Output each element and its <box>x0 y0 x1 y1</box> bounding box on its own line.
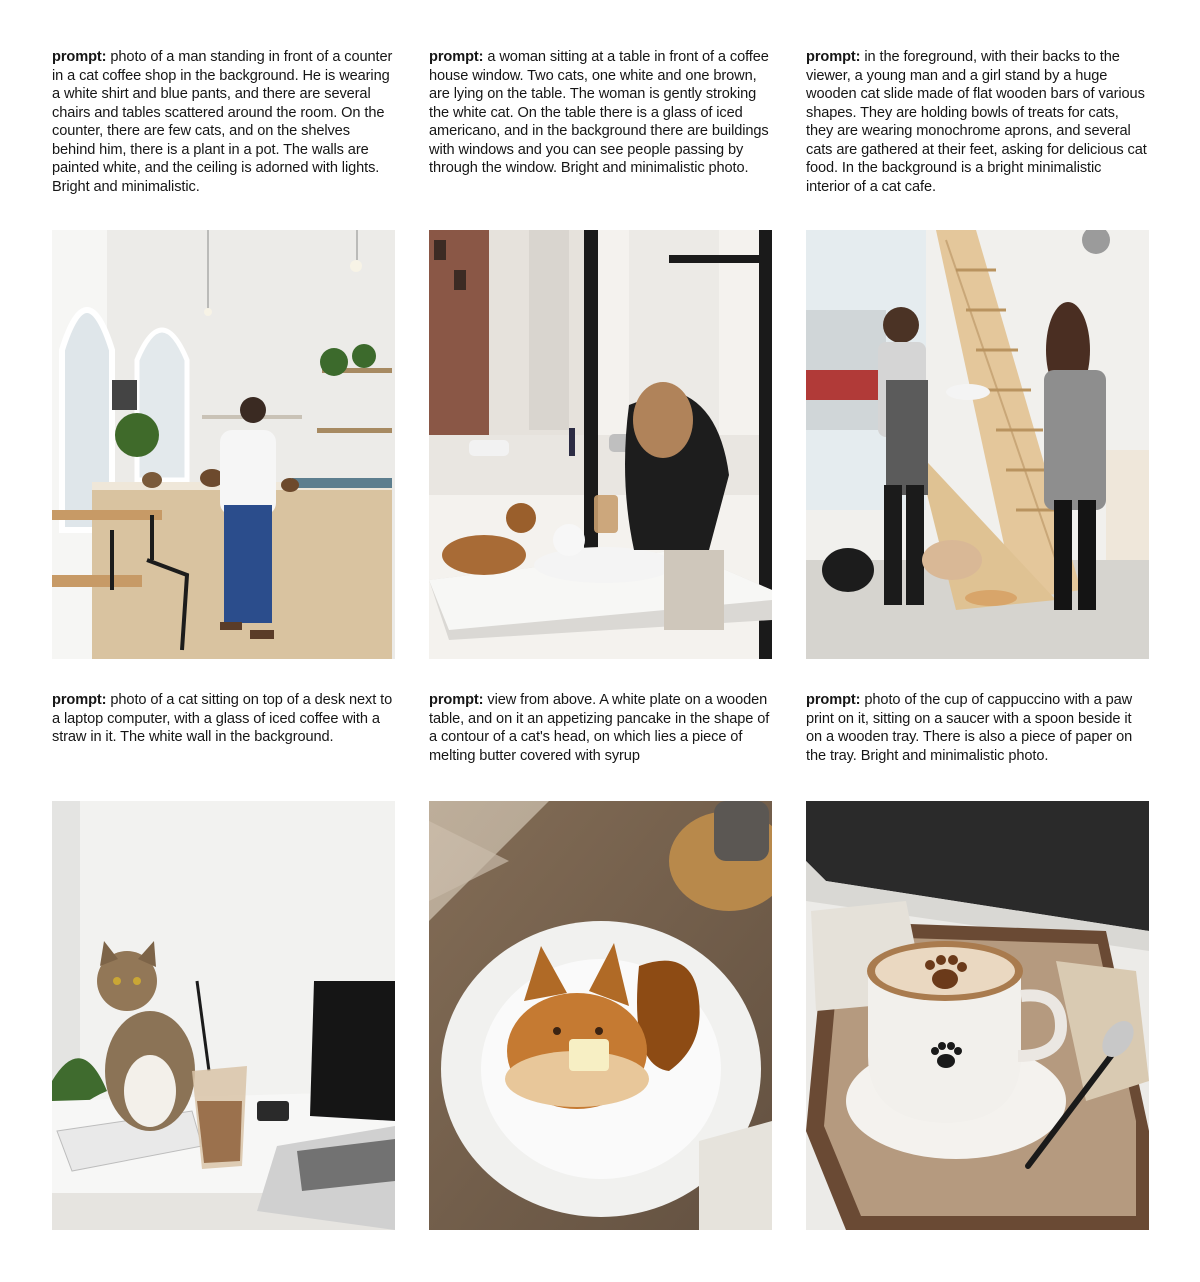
photo-cat-desk-laptop <box>52 801 395 1230</box>
prompt-label: prompt: <box>429 692 484 708</box>
photo-cappuccino-tray <box>806 801 1149 1230</box>
prompt-text-6 <box>806 691 1149 765</box>
photo-cat-slide-aprons <box>806 230 1149 659</box>
prompt-label: prompt: <box>806 692 861 708</box>
prompt-body: photo of the cup of cappuccino with a paw print on it, sitting on a saucer with a spoon beside it on a wooden tray. There is also a piece of paper on the tray. Bright and minimalistic photo. <box>806 692 1133 764</box>
prompt-text-1 <box>52 48 395 196</box>
prompt-text-4 <box>52 691 395 747</box>
prompt-label: prompt: <box>429 49 484 65</box>
prompt-label: prompt: <box>52 692 107 708</box>
prompt-body: in the foreground, with their backs to the viewer, a young man and a girl stand by a huge wooden cat slide made of flat wooden bars of various shapes. They are holding bowls of treats for cats, they are wearing monochrome aprons, and several cats are gathered at their feet, asking for delicious cat food. In the background is a bright minimalistic interior of a cat cafe. <box>806 49 1147 195</box>
photo-cafe-counter <box>52 230 395 659</box>
photo-woman-window-cats <box>429 230 772 659</box>
prompt-body: a woman sitting at a table in front of a coffee house window. Two cats, one white and one brown, are lying on the table. The woman is gently stroking the white cat. On the table there is a glass of iced americano, and in the background there are buildings with windows and you can see people passing by through the window. Bright and minimalistic photo. <box>429 49 769 176</box>
prompt-body: photo of a man standing in front of a counter in a cat coffee shop in the background. He is wearing a white shirt and blue pants, and there are several chairs and tables scattered around the room. On the counter, there are few cats, and on the shelves behind him, there is a plant in a pot. The walls are painted white, and the ceiling is adorned with lights. Bright and minimalistic. <box>52 49 393 195</box>
prompt-body: photo of a cat sitting on top of a desk next to a laptop computer, with a glass of iced coffee with a straw in it. The white wall in the background. <box>52 692 393 745</box>
prompt-text-2 <box>429 48 772 178</box>
prompt-text-5 <box>429 691 772 765</box>
prompt-label: prompt: <box>806 49 861 65</box>
photo-cat-pancake <box>429 801 772 1230</box>
prompt-text-3 <box>806 48 1149 196</box>
prompt-label: prompt: <box>52 49 107 65</box>
prompt-body: view from above. A white plate on a wooden table, and on it an appetizing pancake in the shape of a contour of a cat's head, on which lies a piece of melting butter covered with syrup <box>429 692 770 764</box>
